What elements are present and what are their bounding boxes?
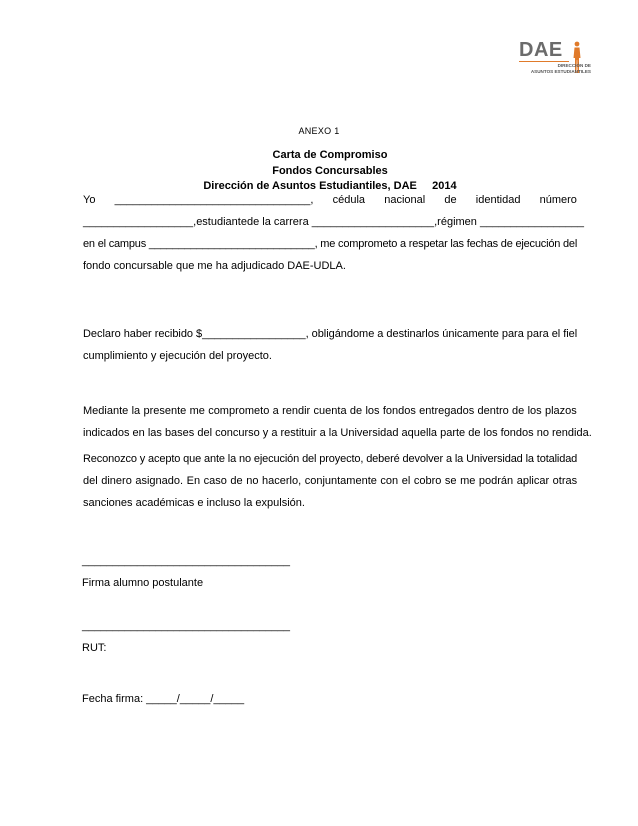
word: estudiante xyxy=(196,216,247,228)
logo-subtitle xyxy=(523,63,591,74)
word: identidad xyxy=(475,194,521,206)
logo-text: DAE xyxy=(519,39,563,61)
regime-blank: régimen _________________ xyxy=(437,216,584,228)
logo-subtitle-line1: DIRECCIÓN DE xyxy=(557,63,591,68)
paragraph-line: sanciones académicas e incluso la expulsión. xyxy=(83,497,305,509)
acknowledgement-paragraph xyxy=(83,448,577,514)
paragraph-line: Reconozco y acepto que ante la no ejecución del proyecto, deberé devolver a la Universidad la totalidad xyxy=(83,453,578,465)
signature-label: Firma alumno postulante xyxy=(82,577,204,589)
name-blank: ________________________________, xyxy=(114,194,314,206)
logo-subtitle-line2: ASUNTOS ESTUDIANTILES xyxy=(530,68,591,74)
word: de xyxy=(444,194,457,206)
career-blank: de la carrera ____________________, xyxy=(246,216,438,228)
signature-line: __________________________________ xyxy=(82,555,291,567)
paragraph-line xyxy=(83,211,584,233)
annex-label: ANEXO 1 xyxy=(298,126,340,136)
rut-label: RUT: xyxy=(82,642,107,654)
paragraph-line: fondo concursable que me ha adjudicado DAE-UDLA. xyxy=(83,260,346,272)
accountability-paragraph xyxy=(83,400,592,444)
document-subtitle: Fondos Concursables xyxy=(272,165,388,177)
received-funds-paragraph xyxy=(83,323,577,367)
word: cédula xyxy=(332,194,366,206)
paragraph-line: en el campus ____________________________, me comprometo a respetar las fechas de ejecución del xyxy=(83,238,578,250)
paragraph-line xyxy=(83,189,577,211)
signature-date: Fecha firma: _____/_____/_____ xyxy=(82,693,245,705)
paragraph-line: del dinero asignado. En caso de no hacerlo, conjuntamente con el cobro se me podrán aplicar otras xyxy=(83,475,578,487)
rut-line: __________________________________ xyxy=(82,620,291,632)
document-title: Carta de Compromiso xyxy=(272,149,388,161)
logo-divider xyxy=(519,61,569,62)
id-number-blank: __________________, xyxy=(83,216,197,228)
paragraph-line: Declaro haber recibido $_________________, obligándome a destinarlos únicamente para para el fiel xyxy=(83,328,578,340)
dae-logo xyxy=(519,40,591,78)
department-text: Dirección de Asuntos Estudiantiles, DAE 2014 xyxy=(203,180,457,192)
paragraph-line: Mediante la presente me comprometo a rendir cuenta de los fondos entregados dentro de los plazos xyxy=(83,405,577,417)
paragraph-line: indicados en las bases del concurso y a restituir a la Universidad aquella parte de los fondos no rendida. xyxy=(83,427,592,439)
word: número xyxy=(539,194,577,206)
commitment-paragraph xyxy=(83,189,584,277)
word: Yo xyxy=(83,194,96,206)
word: nacional xyxy=(384,194,426,206)
paragraph-line: cumplimiento y ejecución del proyecto. xyxy=(83,350,272,362)
